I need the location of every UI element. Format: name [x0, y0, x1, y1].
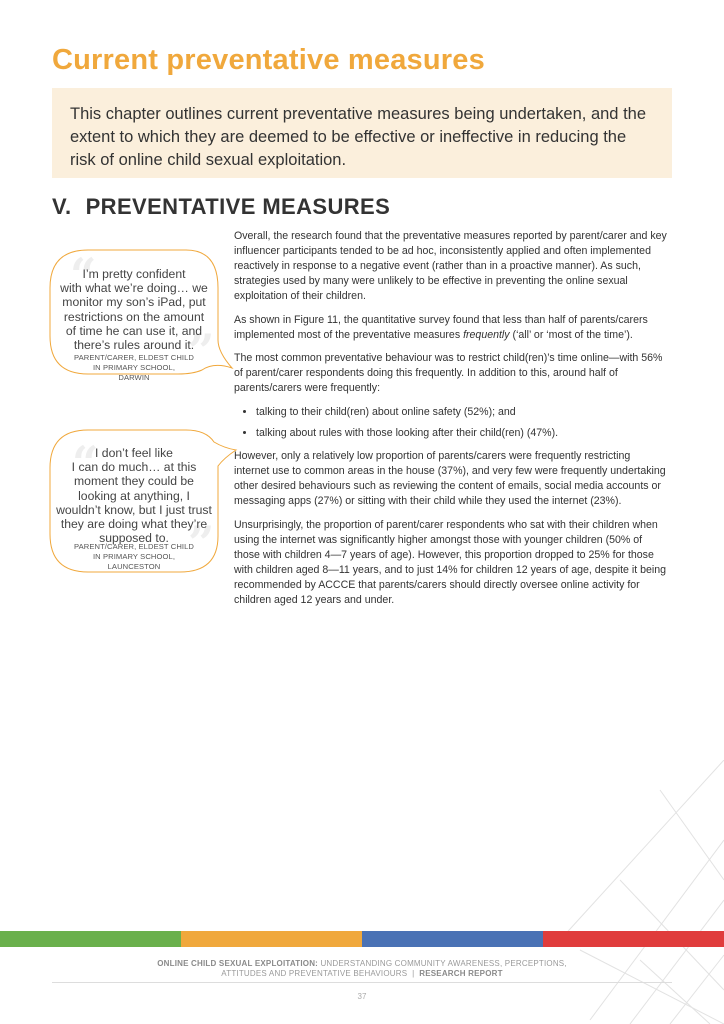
color-stripe-blue	[362, 931, 543, 947]
intro-text: This chapter outlines current preventative measures being undertaken, and the extent to which they are deemed to be effective or ineffective in reducing the risk of online child sexual exploitation.	[70, 105, 647, 169]
page-title: Current preventative measures	[52, 44, 485, 76]
quote-text-2: I don’t feel like I can do much… at this moment they could be looking at anything, I wouldn’t know, but I just trust they are doing what they’re supposed to.	[56, 446, 212, 546]
bullet-list	[234, 405, 668, 441]
close-quote-icon: ”	[188, 324, 215, 378]
open-quote-icon: “	[70, 248, 97, 302]
color-stripe-red	[543, 931, 724, 947]
body-paragraph: Overall, the research found that the preventative measures reported by parent/carer and key influencer participants tended to be ad hoc, inconsistently applied and often implemented reactively in response to a negative event (rather than in a proactive manner). As such, strategies used by many were unlikely to be effective in preventing the online sexual exploitation of their children.	[234, 230, 667, 302]
quote-bubble-1	[48, 248, 238, 382]
body-paragraph: However, only a relatively low proportion of parents/carers were frequently restricting internet use to common areas in the house (37%), and very few were frequently undertaking other desired behaviours such as reviewing the content of emails, social media accounts or messaging apps (27%) or sitting with their child while they used the internet (23%).	[234, 450, 666, 507]
footer-title: ONLINE CHILD SEXUAL EXPLOITATION: UNDERSTANDING COMMUNITY AWARENESS, PERCEPTIONS, ATTITUDES AND PREVENTATIVE BEHAVIOURS | RESEARCH REPORT	[157, 959, 567, 978]
color-stripe-green	[0, 931, 181, 947]
quote-attribution-1: PARENT/CARER, ELDEST CHILD IN PRIMARY SCHOOL, DARWIN	[73, 353, 195, 382]
body-paragraph: The most common preventative behaviour was to restrict child(ren)’s time online—with 56% of parent/carer respondents doing this frequently. In addition to this, around half of parents/carers were frequently:	[234, 352, 663, 394]
section-number: V.	[52, 194, 72, 219]
body-paragraph: As shown in Figure 11, the quantitative survey found that less than half of parents/carers implemented most of the preventative measures frequently (‘all’ or ‘most of the time’).	[234, 313, 648, 341]
section-heading	[52, 194, 390, 220]
intro-box	[52, 88, 672, 178]
quote-text-1: I’m pretty confident with what we’re doing… we monitor my son’s iPad, put restrictions on the amount of time he can use it, and there’s rules around it.	[60, 267, 208, 353]
body-text	[234, 229, 668, 616]
quote-attribution-2: PARENT/CARER, ELDEST CHILD IN PRIMARY SCHOOL, LAUNCESTON	[73, 542, 195, 571]
page-number: 37	[357, 992, 367, 1001]
body-paragraph: Unsurprisingly, the proportion of parent/carer respondents who sat with their children when using the internet was significantly higher amongst those with younger children (50% of those with children 4—7 years of age). However, this proportion dropped to 25% for those with children aged 8—11 years, and to just 14% for children 12 years of age, despite it being recommended by ACCCE that parents/carers should directly oversee online activity for children aged 12 years and under.	[234, 518, 667, 606]
list-item: • talking to their child(ren) about online safety (52%); and	[256, 405, 668, 420]
list-item: • talking about rules with those looking after their child(ren) (47%).	[256, 426, 668, 441]
quote-bubble-2	[48, 428, 238, 574]
section-title: PREVENTATIVE MEASURES	[85, 194, 391, 219]
footer-divider	[52, 982, 672, 983]
decorative-lines-icon	[560, 760, 724, 1024]
close-quote-icon: ”	[188, 516, 215, 570]
color-stripe-orange	[181, 931, 362, 947]
open-quote-icon: “	[72, 436, 99, 490]
